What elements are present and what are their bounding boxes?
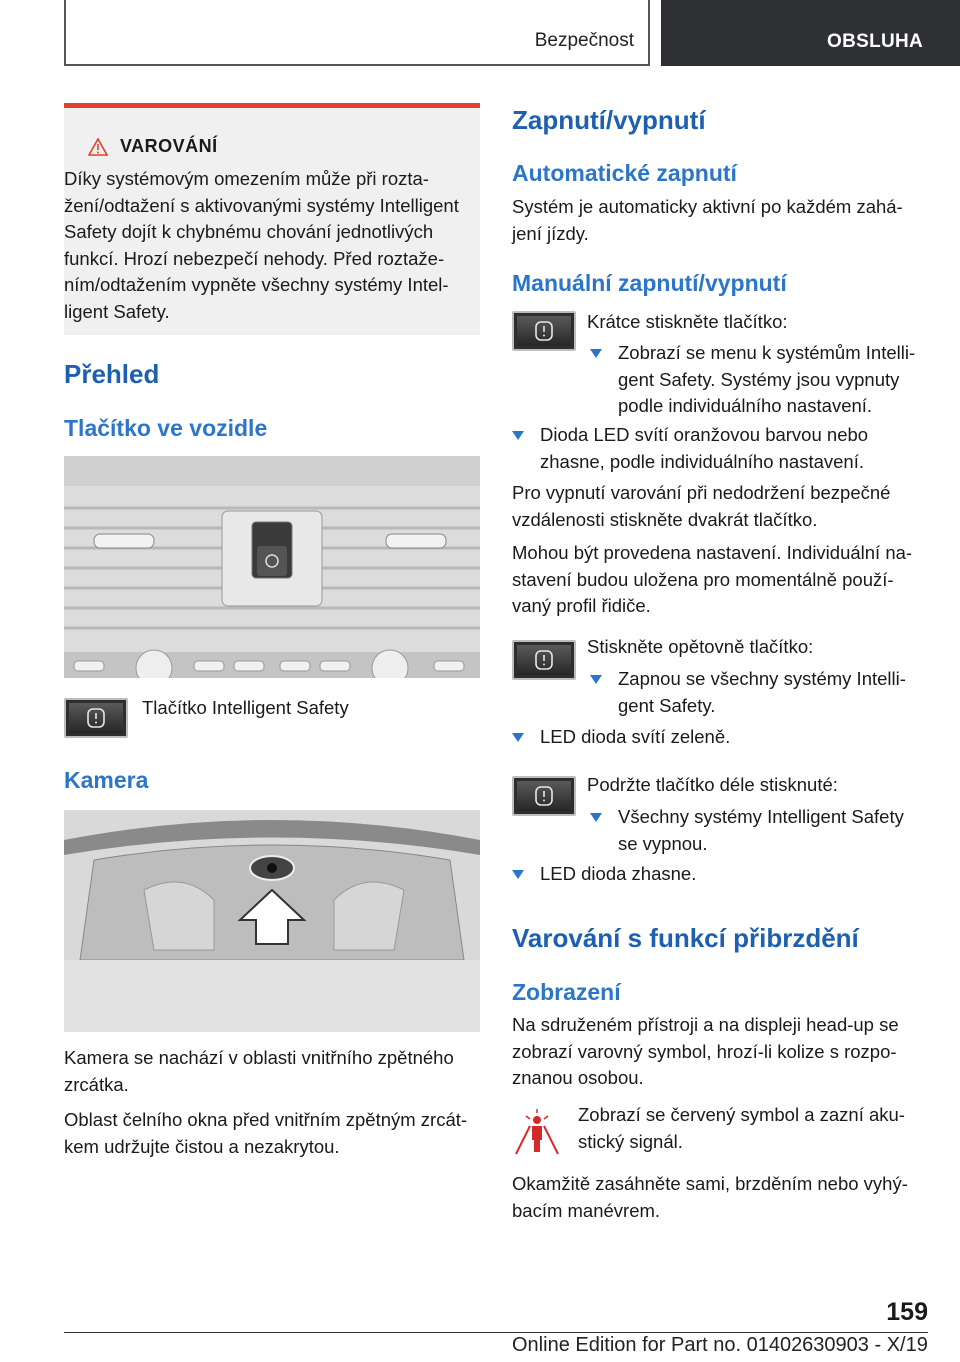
heading-automatic-on: Automatické zapnutí [512,160,737,186]
text-line: vzdálenosti stiskněte dvakrát tlačítko. [512,508,818,530]
bullet-triangle-icon [512,733,524,742]
warning-line: funkcí. Hrozí nebezpečí nehody. Před roztaže- [64,247,445,269]
text-line: zhasne, podle individuálního nastavení. [540,450,864,472]
text-line: bacím manévrem. [512,1199,661,1221]
console-button-photo [64,456,480,678]
text-line: Na sdruženém přístroji a na displeji head-up se [512,1014,899,1035]
header-chapter-box [661,0,960,66]
heading-display: Zobrazení [512,979,621,1005]
heading-brake-warning: Varování s funkcí přibrzdění [512,923,859,953]
warning-triangle-icon [88,138,108,156]
warning-box [64,103,480,335]
button-caption: Tlačítko Intelligent Safety [142,697,349,718]
press-short-instruction: Krátce stiskněte tlačítko: [587,311,788,332]
text-line: podle individuálního nastavení. [618,395,873,416]
list-item [590,666,928,719]
warning-line: ligent Safety. [64,300,170,322]
camera-location-paragraph [64,1045,480,1098]
heading-manual-on-off: Manuální zapnutí/vypnutí [512,270,787,296]
text-line: Zapnou se všechny systémy Intelli- [618,668,906,689]
text-line: zrcátka. [64,1073,129,1095]
intelligent-safety-button-icon [64,698,128,738]
warning-line: Safety dojít k chybnému chování jednotlivých [64,221,434,242]
header-section-box [64,0,650,66]
intelligent-safety-button-icon [512,311,576,351]
intelligent-safety-button-icon [512,640,576,680]
warning-line: žení/odtažení s aktivovanými systémy Intelligent [64,194,459,216]
intelligent-safety-button-icon [512,776,576,816]
symbol-paragraph [578,1102,928,1155]
text-line: zobrazí varovný symbol, hrozí-li kolize s rozpo- [512,1040,897,1062]
warning-title-text: VAROVÁNÍ [120,136,218,156]
footer-divider [64,1332,928,1333]
text-line: LED dioda zhasne. [540,863,697,884]
list-item [512,861,928,888]
heading-overview: Přehled [64,359,160,389]
list-item [512,724,928,751]
distance-warning-paragraph [512,480,928,533]
settings-paragraph [512,540,928,620]
text-line: Zobrazí se červený symbol a zazní aku- [578,1104,905,1125]
display-paragraph [512,1012,928,1092]
bullet-triangle-icon [590,813,602,822]
text-line: znanou osobou. [512,1067,644,1088]
text-line: Okamžitě zasáhněte sami, brzděním nebo vyhý- [512,1173,908,1194]
warning-body [64,166,478,325]
text-line: Kamera se nachází v oblasti vnitřního zpětného [64,1047,454,1068]
header-section-title: Bezpečnost [534,30,634,51]
text-line: Systém je automaticky aktivní po každém zahá- [512,196,903,217]
pedestrian-warning-icon [512,1108,562,1158]
windshield-camera-photo [64,810,480,1032]
text-line: kem udržujte čistou a nezakrytou. [64,1135,340,1157]
footer-edition: Online Edition for Part no. 01402630903 - X/19 [512,1334,928,1356]
heading-button-in-vehicle: Tlačítko ve vozidle [64,415,268,441]
camera-clean-paragraph [64,1107,480,1160]
bullet-triangle-icon [590,675,602,684]
warning-line: ním/odtažením vypněte všechny systémy Intel- [64,274,449,295]
bullet-triangle-icon [512,870,524,879]
text-line: Mohou být provedena nastavení. Individuální na- [512,542,913,563]
page-number: 159 [886,1298,928,1326]
text-line: se vypnou. [618,832,708,854]
text-line: stavení budou uložena pro momentálně použí- [512,568,894,590]
text-line: Oblast čelního okna před vnitřním zpětným zrcát- [64,1109,468,1130]
text-line: Pro vypnutí varování při nedodržení bezpečné [512,482,891,503]
auto-text [512,194,928,247]
text-line: LED dioda svítí zeleně. [540,726,731,747]
list-item [590,804,928,857]
react-paragraph [512,1171,928,1224]
bullet-triangle-icon [590,349,602,358]
heading-on-off: Zapnutí/vypnutí [512,105,706,135]
text-line: Dioda LED svítí oranžovou barvou nebo [540,424,869,445]
press-again-instruction: Stiskněte opětovně tlačítko: [587,636,814,657]
text-line: gent Safety. [618,694,716,716]
text-line: Zobrazí se menu k systémům Intelli- [618,342,916,363]
text-line: Všechny systémy Intelligent Safety [618,806,904,827]
heading-camera: Kamera [64,767,149,793]
list-item [512,422,928,475]
left-column [64,103,480,1157]
bullet-triangle-icon [512,431,524,440]
warning-title [88,136,218,157]
text-line: gent Safety. Systémy jsou vypnuty [618,368,900,390]
warning-line: Díky systémovým omezením může při rozta- [64,168,429,189]
text-line: vaný profil řidiče. [512,595,651,616]
text-line: stický signál. [578,1130,683,1152]
press-long-instruction: Podržte tlačítko déle stisknuté: [587,774,838,795]
header-chapter-title: OBSLUHA [827,31,924,52]
text-line: jení jízdy. [512,222,589,244]
list-item [590,340,928,420]
